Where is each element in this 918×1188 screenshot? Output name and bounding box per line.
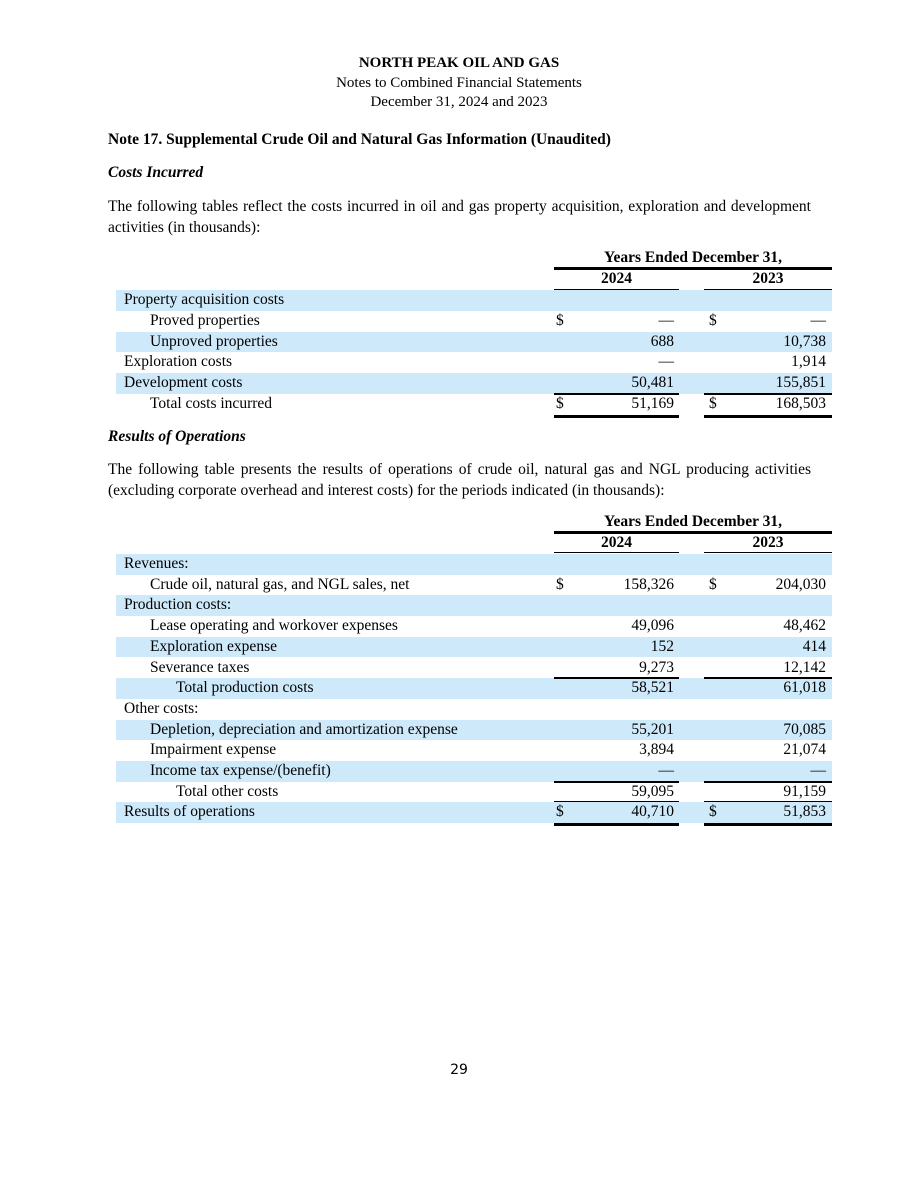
table-row [116,740,832,761]
value-2024: 55,201 [631,720,674,738]
row-label: Lease operating and workover expenses [150,617,398,635]
table-row [116,394,832,415]
currency-symbol: $ [556,575,564,593]
table-row [116,802,832,823]
value-2023: 1,914 [791,353,826,371]
currency-symbol: $ [556,395,564,412]
costs-incurred-intro: The following tables reflect the costs incurred in oil and gas property acquisition, exploration and development activities (in thousands): [108,198,811,236]
value-2023: 12,142 [783,658,826,676]
table-row [116,554,832,575]
row-label: Unproved properties [150,332,278,350]
column-group-header: Years Ended December 31, [604,513,782,530]
double-rule [554,415,679,418]
double-rule [704,393,832,395]
row-label: Total production costs [176,679,314,697]
currency-symbol: $ [556,311,564,329]
column-header-2023: 2023 [752,270,784,287]
table-row [116,782,832,803]
value-2024: 688 [650,332,674,350]
costs-incurred-heading: Costs Incurred [108,164,204,181]
value-2023: 48,462 [783,617,826,635]
table-row [116,699,832,720]
results-of-operations-intro: The following table presents the results of operations of crude oil, natural gas and NGL producing activities (excluding corporate overhead and interest costs) for the periods indicated (in thousands): [108,461,811,499]
table-row [116,575,832,596]
double-rule [704,823,832,826]
value-2024: — [658,353,674,371]
value-2023: 10,738 [783,332,826,350]
value-2024: 152 [650,637,674,655]
row-label: Crude oil, natural gas, and NGL sales, net [150,575,410,593]
table-row [116,311,832,332]
currency-symbol: $ [709,575,717,593]
row-label: Exploration expense [150,637,277,655]
value-2024: 59,095 [631,782,674,800]
double-rule [554,781,679,783]
row-label: Exploration costs [124,353,233,371]
double-rule [704,415,832,418]
subtotal-rule [554,801,679,802]
row-label: Revenues: [124,555,189,572]
value-2024: — [658,311,674,329]
row-label: Income tax expense/(benefit) [150,762,331,779]
note-title: Note 17. Supplemental Crude Oil and Natural Gas Information (Unaudited) [108,131,611,148]
value-2023: 414 [802,637,826,655]
currency-symbol: $ [709,803,717,821]
value-2023: — [810,762,826,779]
column-header-2024: 2024 [601,534,632,551]
row-label: Property acquisition costs [124,291,285,308]
row-label: Impairment expense [150,741,277,759]
value-2024: 9,273 [639,658,674,676]
row-label: Total other costs [176,782,279,800]
double-rule [704,677,832,679]
value-2023: 21,074 [783,741,826,759]
value-2024: 51,169 [631,395,674,412]
row-label: Other costs: [124,699,199,717]
table-row [116,720,832,741]
row-label: Proved properties [150,311,260,329]
row-label: Results of operations [124,803,255,821]
table-row [116,658,832,679]
table-row [116,352,832,373]
table-row [116,637,832,658]
page-number: 29 [450,1062,468,1078]
double-rule [554,393,679,395]
row-label: Depletion, depreciation and amortization expense [150,720,458,738]
value-2024: 58,521 [631,679,674,697]
value-2023: 91,159 [783,782,826,800]
value-2023: 168,503 [775,395,826,412]
statement-period: December 31, 2024 and 2023 [370,94,548,110]
table-row [116,595,832,616]
value-2023: 70,085 [783,720,826,738]
column-header-2024: 2024 [601,270,632,287]
currency-symbol: $ [556,803,564,821]
table-row [116,678,832,699]
value-2024: 40,710 [631,803,674,821]
statement-subtitle: Notes to Combined Financial Statements [336,75,582,91]
value-2024: — [658,762,674,779]
table-row [116,373,832,394]
row-label: Production costs: [124,596,232,614]
results-of-operations-heading: Results of Operations [108,428,246,445]
value-2023: — [810,311,826,329]
value-2023: 61,018 [783,679,826,697]
double-rule [704,781,832,783]
table-row [116,332,832,353]
value-2024: 50,481 [631,374,674,392]
company-name: NORTH PEAK OIL AND GAS [358,55,560,71]
value-2024: 3,894 [639,741,674,759]
row-label: Total costs incurred [150,395,273,412]
double-rule [554,823,679,826]
column-header-2023: 2023 [752,534,784,551]
value-2023: 155,851 [775,374,826,392]
table-row [116,761,832,782]
currency-symbol: $ [709,395,717,412]
value-2024: 49,096 [631,617,674,635]
row-label: Development costs [124,374,243,392]
column-rule-2024 [554,552,679,553]
column-rule-2023 [704,552,832,553]
subtotal-rule [704,801,832,802]
value-2023: 51,853 [783,803,826,821]
value-2024: 158,326 [623,575,674,593]
table-row [116,290,832,311]
column-group-header: Years Ended December 31, [604,249,782,266]
double-rule [554,677,679,679]
value-2023: 204,030 [775,575,826,593]
table-row [116,616,832,637]
currency-symbol: $ [709,311,717,329]
row-label: Severance taxes [150,658,250,676]
